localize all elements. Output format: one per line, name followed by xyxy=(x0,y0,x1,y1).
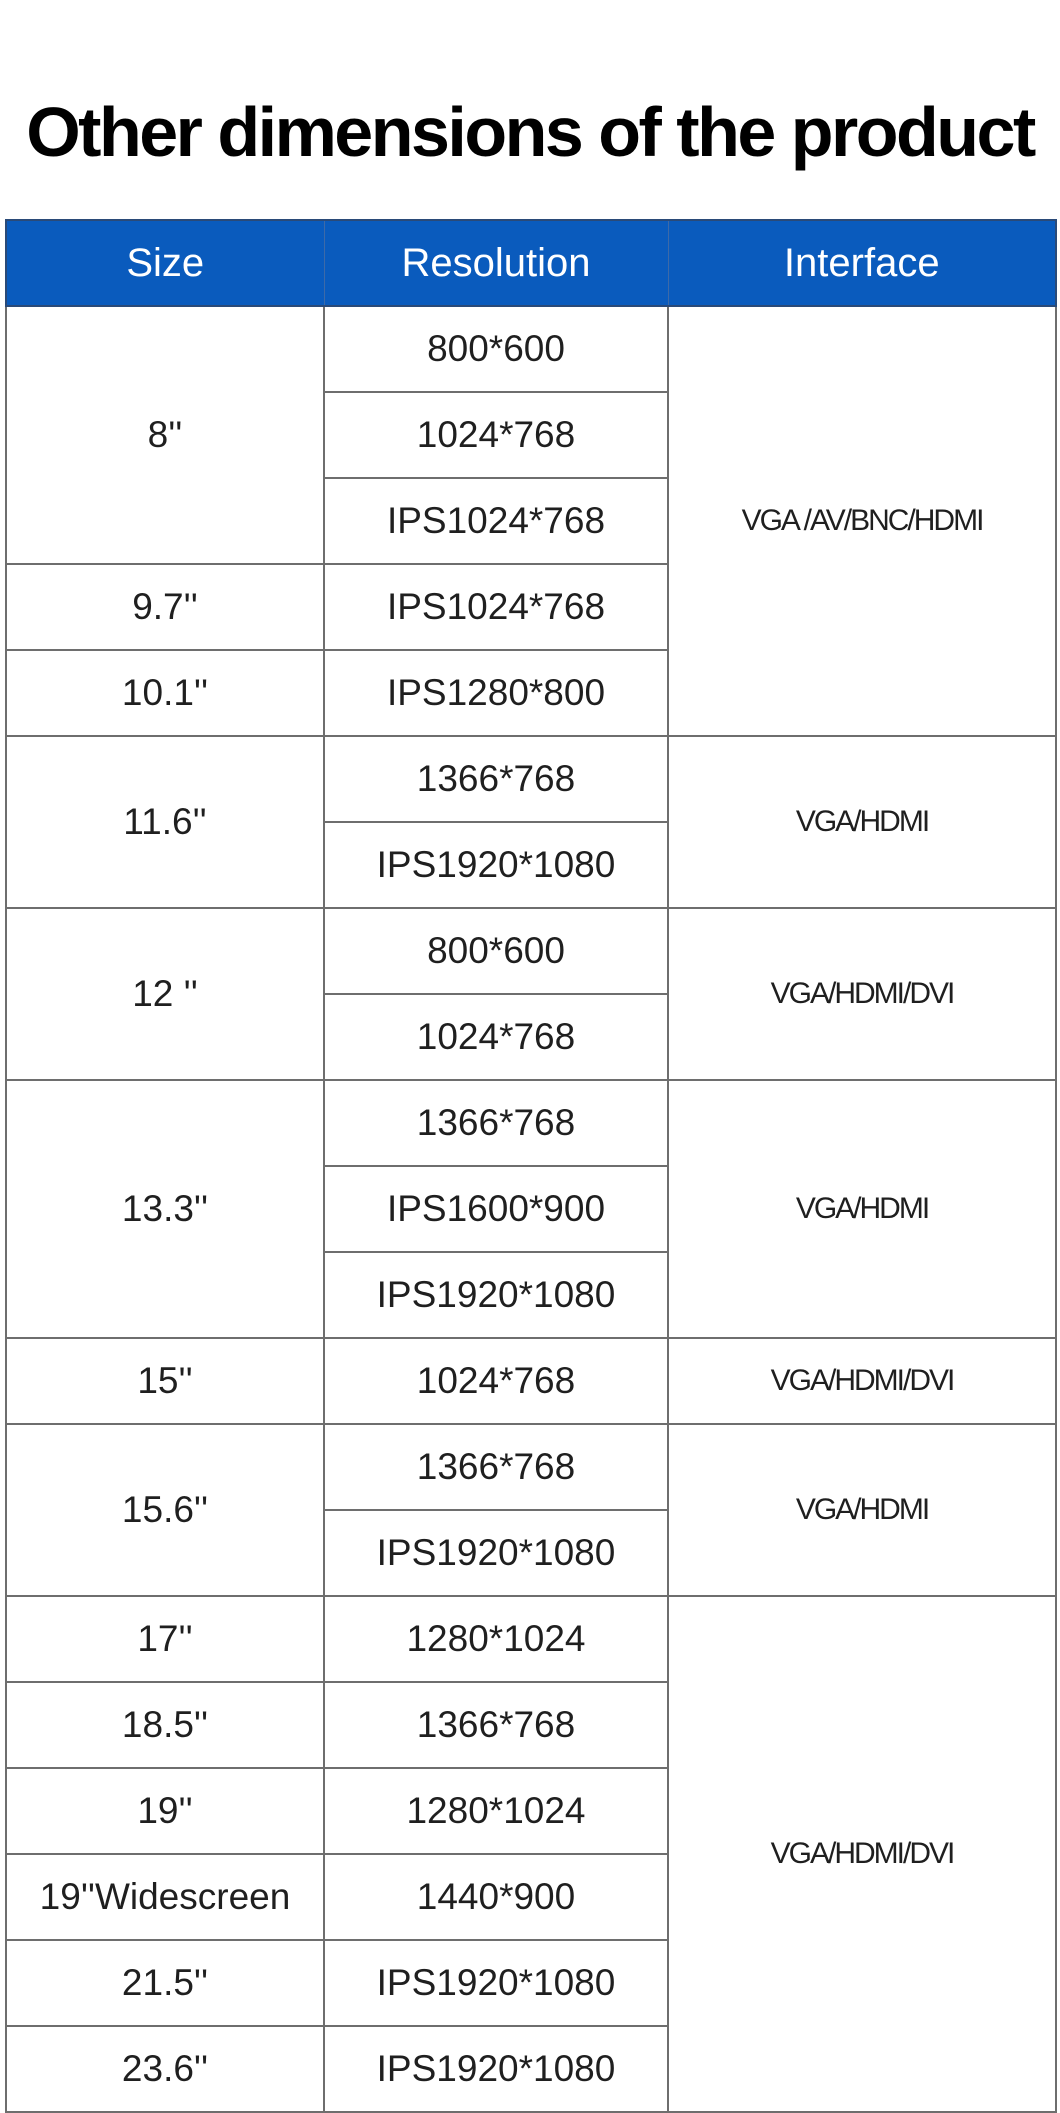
interface-cell: VGA /AV/BNC/HDMI xyxy=(668,306,1056,736)
resolution-cell: 1280*1024 xyxy=(324,1596,668,1682)
size-cell: 8'' xyxy=(6,306,324,564)
resolution-cell: 1024*768 xyxy=(324,994,668,1080)
resolution-cell: IPS1920*1080 xyxy=(324,1510,668,1596)
size-cell: 17'' xyxy=(6,1596,324,1682)
size-cell: 9.7'' xyxy=(6,564,324,650)
table-row xyxy=(6,1080,1056,1166)
header-interface: Interface xyxy=(668,220,1056,306)
table-header-row xyxy=(6,220,1056,306)
interface-cell: VGA/HDMI/DVI xyxy=(668,1338,1056,1424)
resolution-cell: IPS1280*800 xyxy=(324,650,668,736)
header-resolution: Resolution xyxy=(324,220,668,306)
resolution-cell: IPS1600*900 xyxy=(324,1166,668,1252)
resolution-cell: 1366*768 xyxy=(324,1424,668,1510)
resolution-cell: IPS1024*768 xyxy=(324,478,668,564)
interface-cell: VGA/HDMI xyxy=(668,736,1056,908)
size-cell: 13.3'' xyxy=(6,1080,324,1338)
interface-cell: VGA/HDMI/DVI xyxy=(668,908,1056,1080)
interface-cell: VGA/HDMI/DVI xyxy=(668,1596,1056,2112)
size-cell: 15.6'' xyxy=(6,1424,324,1596)
resolution-cell: IPS1920*1080 xyxy=(324,1940,668,2026)
size-cell: 12 '' xyxy=(6,908,324,1080)
resolution-cell: IPS1920*1080 xyxy=(324,822,668,908)
table-row xyxy=(6,306,1056,392)
table-row xyxy=(6,1596,1056,1682)
page-title: Other dimensions of the product xyxy=(26,93,1034,171)
table-row xyxy=(6,1424,1056,1510)
resolution-cell: 1366*768 xyxy=(324,736,668,822)
size-cell: 10.1'' xyxy=(6,650,324,736)
table-row xyxy=(6,736,1056,822)
size-cell: 19'' xyxy=(6,1768,324,1854)
dimensions-table xyxy=(5,219,1057,2113)
resolution-cell: 1024*768 xyxy=(324,1338,668,1424)
size-cell: 18.5'' xyxy=(6,1682,324,1768)
resolution-cell: 1366*768 xyxy=(324,1080,668,1166)
resolution-cell: IPS1024*768 xyxy=(324,564,668,650)
resolution-cell: 1280*1024 xyxy=(324,1768,668,1854)
size-cell: 15'' xyxy=(6,1338,324,1424)
size-cell: 21.5'' xyxy=(6,1940,324,2026)
resolution-cell: 800*600 xyxy=(324,306,668,392)
size-cell: 11.6'' xyxy=(6,736,324,908)
resolution-cell: 1440*900 xyxy=(324,1854,668,1940)
table-row xyxy=(6,908,1056,994)
table-row xyxy=(6,1338,1056,1424)
resolution-cell: IPS1920*1080 xyxy=(324,2026,668,2112)
size-cell: 19''Widescreen xyxy=(6,1854,324,1940)
interface-cell: VGA/HDMI xyxy=(668,1080,1056,1338)
header-size: Size xyxy=(6,220,324,306)
interface-cell: VGA/HDMI xyxy=(668,1424,1056,1596)
size-cell: 23.6'' xyxy=(6,2026,324,2112)
resolution-cell: 1024*768 xyxy=(324,392,668,478)
resolution-cell: 800*600 xyxy=(324,908,668,994)
resolution-cell: 1366*768 xyxy=(324,1682,668,1768)
resolution-cell: IPS1920*1080 xyxy=(324,1252,668,1338)
